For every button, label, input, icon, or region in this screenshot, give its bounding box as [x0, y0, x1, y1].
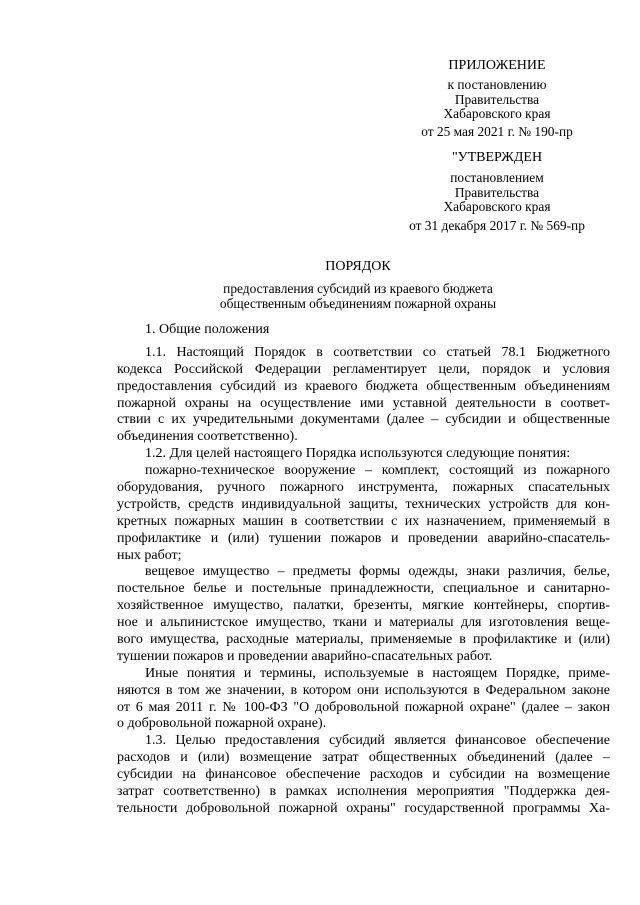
body-line: ных работ;: [117, 547, 182, 563]
appendix-block: [394, 58, 600, 139]
body-line: о добровольной пожарной охране).: [117, 716, 327, 732]
body-line: устройств, средств индивидуальной защиты, технических устройств для кон-: [117, 496, 610, 512]
body-line: 1.2. Для целей настоящего Порядка используются следующие понятия:: [145, 446, 571, 462]
body-line: вого имущества, расходные материалы, применяемые в профилактике и (или): [117, 632, 610, 648]
approved-line: Хабаровского края: [443, 199, 551, 214]
doc-heading: [100, 259, 616, 311]
body-line: субсидии на финансовое обеспечение расходов и субсидии на возмещение: [117, 767, 610, 783]
appendix-title: ПРИЛОЖЕНИЕ: [448, 58, 546, 73]
body-line: расходов и (или) возмещение затрат общественных объединений (далее –: [117, 750, 610, 766]
body-line: предоставления субсидий из краевого бюджета общественным объединениям: [117, 378, 610, 394]
approved-line: постановлением: [450, 170, 544, 185]
approved-line: от 31 декабря 2017 г. № 569-пр: [409, 217, 585, 233]
approved-line: Правительства: [454, 184, 540, 200]
body-line: постельное белье и постельные принадлежности, специальное и санитарно-: [117, 581, 610, 597]
body-line: тушении пожаров и проведении аварийно-спасательных работ.: [117, 648, 493, 664]
approved-block: [394, 150, 600, 233]
doc-subtitle-line: предоставления субсидий из краевого бюджета: [223, 281, 493, 296]
body-line: хозяйственное имущество, палатки, брезенты, мягкие контейнеры, спортив-: [117, 598, 610, 614]
body-line: объединения соответственно).: [117, 429, 298, 445]
body-line: кодекса Российской Федерации регламентирует цели, порядок и условия: [117, 361, 610, 377]
body-line: вещевое имущество – предметы формы одежды, знаки различия, белье,: [145, 564, 610, 580]
appendix-line: от 25 мая 2021 г. № 190-пр: [421, 123, 573, 139]
body-line: ствии с их учредительными документами (далее – субсидии и общественные: [117, 412, 610, 428]
document-body: [117, 322, 610, 818]
doc-subtitle-line: общественным объединениям пожарной охраны: [219, 295, 497, 311]
body-line: кретных пожарных машин в соответствии с их назначением, применяемый в: [117, 513, 610, 529]
body-line: профилактике и (или) тушении пожаров и проведении аварийно-спасатель-: [117, 530, 610, 546]
body-line: ное и альпинистское имущество, ткани и материалы для изготовления веще-: [117, 615, 610, 631]
body-line: тельности добровольной пожарной охраны" государственной программы Ха-: [117, 800, 610, 816]
body-line: пожарной охраны на осуществление ими уставной деятельности в соответ-: [117, 395, 610, 411]
appendix-line: Хабаровского края: [443, 106, 551, 121]
body-line: пожарно-техническое вооружение – комплект, состоящий из пожарного: [145, 463, 610, 479]
body-line: Иные понятия и термины, используемые в настоящем Порядке, приме-: [145, 665, 610, 681]
approved-title: "УТВЕРЖДЕН: [451, 150, 543, 165]
body-line: затрат соответственно) в рамках исполнения мероприятия "Поддержка дея-: [117, 784, 610, 800]
appendix-line: к постановлению: [447, 77, 547, 92]
body-line: 1.3. Целью предоставления субсидий является финансовое обеспечение: [145, 733, 610, 749]
appendix-line: Правительства: [454, 91, 540, 107]
body-line: оборудования, ручного пожарного инструмента, пожарных спасательных: [117, 480, 610, 496]
body-line: 1.1. Настоящий Порядок в соответствии со статьей 78.1 Бюджетного: [145, 344, 610, 360]
body-line: няются в том же значении, в котором они используются в Федеральном законе: [117, 682, 610, 698]
body-line: от 6 мая 2011 г. № 100-ФЗ "О добровольной пожарной охране" (далее – закон: [117, 699, 610, 715]
doc-title: ПОРЯДОК: [325, 259, 391, 274]
section-heading: 1. Общие положения: [145, 322, 270, 337]
